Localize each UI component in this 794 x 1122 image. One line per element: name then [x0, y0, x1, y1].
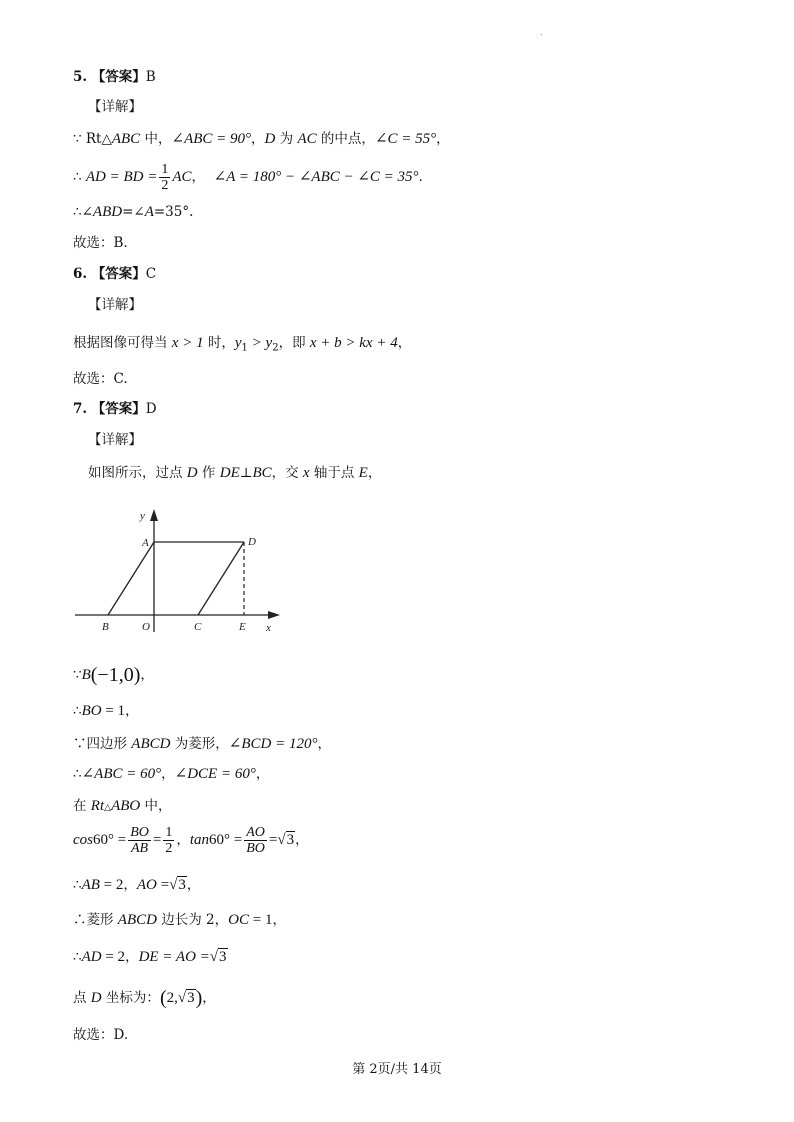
q5-line3: ∴∠ABD=∠A=35°.	[73, 204, 194, 220]
q6-conclusion: 故选：C.	[73, 371, 128, 387]
label-c: C	[194, 621, 202, 633]
q7-detail-label: 【详解】	[88, 432, 142, 448]
label-b: B	[102, 621, 109, 633]
q5-fraction: $\frac{1}{2}$	[161, 162, 169, 193]
q5-detail-label: 【详解】	[88, 99, 142, 115]
y-axis-arrow	[150, 509, 158, 521]
q7-step8: ∴菱形 ABCD 边长为 2，OC = 1，	[73, 912, 286, 928]
q5-line1: ∵ Rt△ABC 中，∠ABC = 90°，D 为 AC 的中点，∠C = 55°，	[73, 131, 450, 147]
q6-header: 6. 【答案】C	[73, 266, 157, 282]
q7-step1: ∵B(−1,0)，	[73, 664, 154, 686]
x-axis-arrow	[268, 611, 280, 619]
q7-header: 7. 【答案】D	[73, 401, 157, 417]
label-e: E	[239, 621, 246, 633]
label-a: A	[142, 537, 149, 549]
q5-line2: ∴ AD = BD = $\frac{1}{2}$ AC， ∠A = 180° − ∠ABC − ∠C = 35°．	[73, 162, 433, 193]
q7-step3: ∵四边形 ABCD 为菱形，∠BCD = 120°，	[73, 736, 331, 752]
q6-line1: 根据图像可得当 x > 1 时，$y_1 > y_2$，即 x + b > kx + 4，	[73, 335, 412, 354]
q7-intro: 如图所示，过点 D 作 DE⊥BC，交 x 轴于点 E，	[88, 465, 382, 481]
q5-conclusion: 故选：B.	[73, 235, 128, 251]
q6-detail-label: 【详解】	[88, 297, 142, 313]
page-footer: 第 2页/共 14页	[352, 1062, 442, 1077]
label-y: y	[140, 510, 145, 522]
rhombus-figure	[70, 505, 285, 635]
page-mark: .	[540, 28, 543, 37]
label-d: D	[248, 536, 256, 548]
q7-step6: cos60° = $\frac{BO}{AB}$ = $\frac{1}{2}$ ，tan60° = $\frac{AO}{BO}$ =√3，	[73, 825, 309, 856]
q7-step5: 在 Rt△ABO 中，	[73, 798, 172, 814]
segment-cd	[198, 542, 244, 615]
q5-header: 5. 【答案】B	[73, 69, 156, 85]
label-o: O	[142, 621, 150, 633]
segment-ab	[108, 542, 154, 615]
q7-conclusion: 故选：D.	[73, 1027, 129, 1043]
q7-step4: ∴∠ABC = 60°，∠DCE = 60°，	[73, 766, 270, 782]
q7-step2: ∴BO = 1，	[73, 703, 139, 719]
q7-step7: ∴AB = 2，AO =√3，	[73, 877, 201, 893]
label-x: x	[266, 622, 271, 634]
q7-step10: 点 D 坐标为：(2,√3)，	[73, 987, 216, 1009]
q7-step9: ∴AD = 2，DE = AO =√3	[73, 949, 227, 965]
